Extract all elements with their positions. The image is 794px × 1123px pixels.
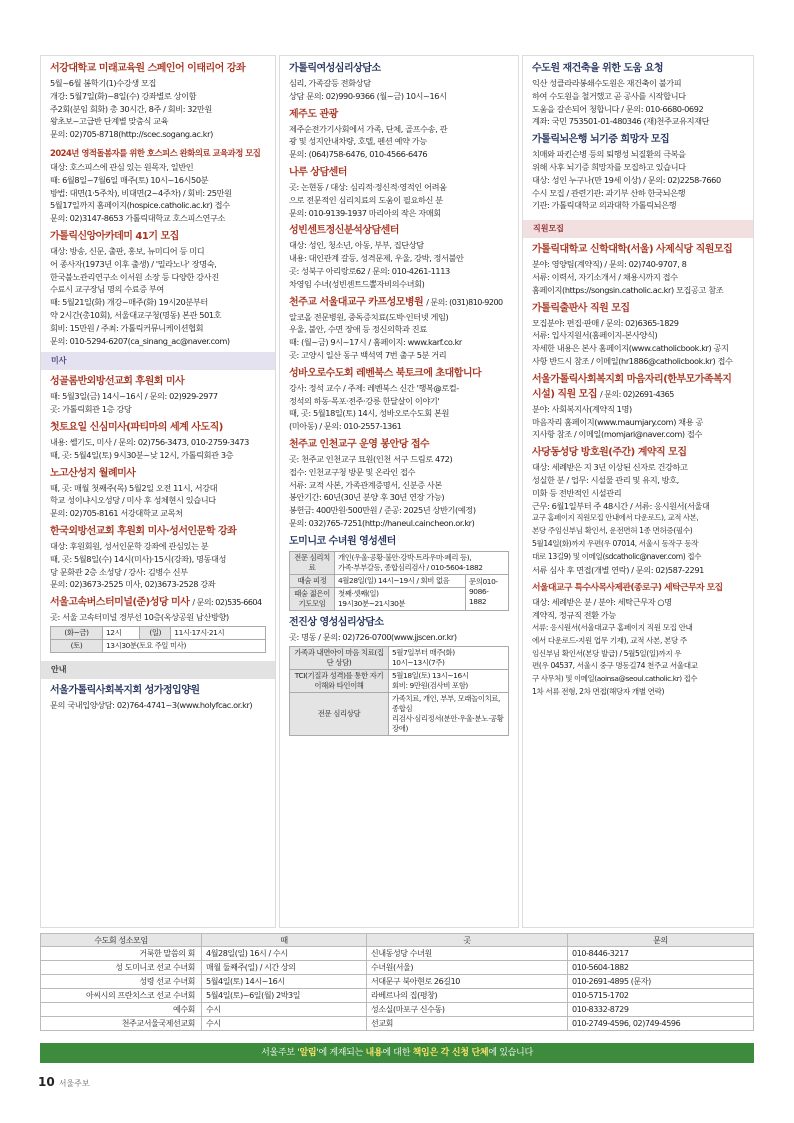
notice-body — [50, 245, 266, 347]
table-cell — [466, 574, 509, 610]
line: 문의 국내입양상담: 02)764-4741~3(www.holyfcac.or.kr) — [50, 699, 253, 710]
notice-dominican-center — [289, 535, 509, 611]
notice-title-2 — [532, 388, 744, 402]
line: 본당 주임신부님 확인서, 운전면허 1종 면허증(필수) — [532, 526, 693, 536]
title-main: 천주교 서울대교구 카프성모병원 — [289, 296, 424, 308]
line: 봉안기간: 60년(30년 분양 후 30년 연장 가능) — [289, 492, 445, 503]
table-cell: 5월4일(토)~6일(월) 2박3일 — [202, 989, 367, 1003]
notice-columban-mass — [50, 375, 266, 416]
notice-kms-mass — [50, 525, 266, 591]
notice-body — [50, 540, 266, 591]
line: 차영임 수녀(성빈센트드뽈자비의수녀회) — [289, 278, 425, 289]
line: 5월14일(화)까지 우편(우 07014, 서울시 동작구 동작 — [532, 538, 699, 548]
line: 서류 심사 후 면접(개별 연락) / 문의: 02)587-2291 — [532, 564, 704, 575]
line: 때, 곳: 5월8일(수) 14시(미사)·15시(강좌), 명동대성 — [50, 553, 227, 564]
line: 곳: 서울 고속터미널 경부선 10층(옥상공원 남산방향) — [50, 612, 229, 623]
notice-title: 한국외방선교회 후원회 미사·성서인문학 강좌 — [50, 525, 237, 537]
notice-body — [532, 258, 744, 296]
line: 익산 성클라라봉쇄수도원은 재건축이 불가피 — [532, 78, 682, 88]
notice-body — [289, 77, 509, 103]
line: 5월~6월 봄학기(1)수강생 모집 — [50, 78, 156, 88]
table-header-row — [41, 934, 754, 947]
table-cell: 신내동성당 수녀원 — [367, 947, 568, 961]
table-cell: 성 도미니코 선교 수녀회 — [41, 961, 202, 975]
notice-body — [532, 148, 744, 212]
table-cell: 때숨 젊은이 기도모임 — [290, 587, 335, 610]
notice-title: 가톨릭신앙아카데미 41기 모집 — [50, 230, 179, 242]
line: 미화 등 전반적인 시설관리 — [532, 487, 622, 498]
category-mass: 미사 — [41, 352, 275, 370]
table-cell: 010-5715-1702 — [568, 989, 754, 1003]
table-cell: 가족과 내면아이 마음 치료(집단 상담) — [290, 646, 389, 669]
table-row — [41, 1017, 754, 1031]
notice-title: 노고산성지 월례미사 — [50, 467, 136, 479]
cell-line: 회비: 9만원(검사비 포함) — [392, 680, 468, 690]
notice-hospice — [50, 146, 266, 225]
cell-line: 5월7일부터 매주(화) — [392, 647, 455, 657]
notice-title: 가톨릭여성심리상담소 — [289, 63, 381, 74]
line: 주2회(분임 회화) 총 30시간, 8주 / 회비: 32만원 — [50, 103, 212, 114]
cell-line: 9086-1882 — [469, 587, 489, 607]
notice-title: 제주도 관광 — [289, 108, 338, 120]
dominican-table — [289, 551, 509, 611]
line: 내용: 쎌기도, 미사 / 문의: 02)756-3473, 010-2759-3473 — [50, 436, 249, 447]
notice-karf-hospital — [289, 296, 509, 362]
line: 치매와 파킨슨병 등의 퇴행성 뇌질환의 극복을 — [532, 149, 686, 160]
line: 분야: 영양팀(계약직) / 문의: 02)740-9707, 8 — [532, 259, 687, 270]
page-footer — [38, 1075, 90, 1089]
line: 5월17일까지 홈페이지(hospice.catholic.ac.kr) 접수 — [50, 200, 230, 211]
line: 곳: 천주교 인천교구 묘원(인천 서구 드림로 472) — [289, 453, 453, 464]
table-cell — [335, 587, 466, 610]
line: 으로 전문적인 심리치료의 도움이 필요하신 분 — [289, 194, 443, 205]
line: 편(우 04537, 서울시 중구 명동길74 천주교 서울대교 — [532, 661, 698, 671]
notice-body — [50, 436, 266, 462]
table-row — [290, 669, 509, 692]
line: 회비: 15만원 / 주최: 가톨릭커뮤니케이션협회 — [50, 322, 204, 333]
table-cell: 예수회 — [41, 1003, 202, 1017]
notice-text: 에 있습니다 — [488, 1048, 533, 1058]
notice-womens-counseling — [289, 62, 509, 103]
line: 구 사무처) 및 이메일(aoinsa@seoul.catholic.kr) 접수 — [532, 674, 698, 684]
line: 때, 곳: 5월4일(토) 9시30분~낮 12시, 가톨릭회관 3층 — [50, 449, 234, 460]
notice-seminary-kitchen — [532, 243, 744, 296]
notice-body — [532, 461, 744, 576]
line: 때: (월~금) 9시~17시 / 홈페이지: www.karf.co.kr — [289, 337, 462, 348]
notice-title: 나루 상담센터 — [289, 166, 347, 178]
notice-title: 서강대학교 미래교육원 스페인어 이태리어 강좌 — [50, 63, 246, 74]
notice-vincent-center — [289, 224, 509, 290]
table-cell: (토) — [51, 639, 103, 652]
column-header: 곳 — [367, 934, 568, 947]
notice-monastery-rebuild — [532, 62, 744, 128]
line: 우울, 불안, 수면 장애 등 정신의학과 진료 — [289, 324, 427, 335]
category-recruit: 직원모집 — [523, 220, 753, 238]
notice-terminal-mass — [50, 596, 266, 653]
notice-body — [50, 390, 266, 416]
line: 문의: 02)3147-8653 가톨릭대학교 호스피스연구소 — [50, 213, 226, 224]
notice-sadang-guard — [532, 446, 744, 576]
notice-naru-center — [289, 166, 509, 219]
line: 문의: 010-5294-6207(ca_sinang_ac@naver.com) — [50, 335, 230, 346]
notice-body — [532, 596, 744, 698]
line: 광 및 성지안내차량, 호텔, 펜션 예약 가능 — [289, 136, 427, 147]
cell-line: 개인(우울·공황·불안·강박·트라우마·폐리 등), — [338, 552, 472, 562]
notice-body — [50, 77, 266, 141]
line: 문의: 032)765-7251(http://haneul.caincheon.or.kr) — [289, 517, 475, 528]
table-row — [290, 574, 509, 587]
notice-body — [289, 181, 509, 219]
column-left — [40, 55, 276, 928]
notice-jeju-tour — [289, 108, 509, 161]
notice-title: 가톨릭대학교 신학대학(서울) 사제식당 직원모집 — [532, 244, 733, 256]
table-cell: 선교회 — [367, 1017, 568, 1031]
line: 모집분야: 편집·판매 / 문의: 02)6365-1829 — [532, 317, 679, 328]
notice-title: 첫토요일 신심미사(파티마의 세계 사도직) — [50, 421, 223, 433]
cell-line: 문의010- — [469, 577, 498, 587]
line: 곳: 명동 / 문의: 02)726-0700(www.jjscen.or.kr) — [289, 631, 457, 642]
line: 대상: 성인, 청소년, 아동, 부부, 집단상담 — [289, 240, 424, 251]
title-extra: / 문의: (031)810-9200 — [426, 297, 503, 307]
notice-body — [289, 631, 509, 644]
notice-body — [50, 611, 266, 624]
notice-title: 2024년 영적돌봄자를 위한 호스피스 완화의료 교육과정 모집 — [50, 147, 261, 158]
page-number: 10 — [38, 1075, 55, 1089]
category-info: 안내 — [41, 661, 275, 679]
table-row — [290, 692, 509, 735]
table-cell: 라베르나의 집(평창) — [367, 989, 568, 1003]
line: 에서 다운로드-지원 업무 기재), 교적 사본, 본당 주 — [532, 635, 687, 645]
line: 왕초보~고급반 단계별 맞춤식 교육 — [50, 116, 169, 127]
notice-first-saturday — [50, 421, 266, 462]
publication-name: 서울주보 — [58, 1079, 90, 1088]
notice-keyword: 내용 — [365, 1048, 383, 1058]
line: 내용: 대인관계 갈등, 성격문제, 우울, 강박, 정서불안 — [289, 253, 464, 264]
notice-text: '에 게재되는 — [316, 1048, 366, 1058]
line: 곳: 성북구 아리랑로62 / 문의: 010-4261-1113 — [289, 265, 450, 276]
line: 당 문화관 2층 소성당 / 강사: 김병수 신부 — [50, 566, 188, 577]
line: 기관: 가톨릭대학교 의과대학 가톨릭뇌은행 — [532, 200, 677, 211]
line: 수시 모집 / 관련기관: 과기부 산하 한국뇌은행 — [532, 187, 686, 198]
table-cell: 11시·17시·21시 — [171, 626, 266, 639]
table-cell: 전문 심리치료 — [290, 551, 335, 574]
line: 근무: 6월1일부터 주 48시간 / 서류: 응시원서(서울대 — [532, 500, 710, 511]
cell-line: 리검사·심리정서(분안·우울·분노·공황장애) — [392, 713, 504, 733]
line: 서류: 응시원서(서울대교구 홈페이지 직원 모집 안내 — [532, 622, 693, 632]
notice-incheon-columbarium — [289, 438, 509, 530]
line: 홈페이지(https://songsin.catholic.ac.kr) 모집공고 참조 — [532, 284, 724, 295]
table-cell: 5월4일(토) 14시~16시 — [202, 975, 367, 989]
line: 문의: 02)705-8718(http://scec.sogang.ac.kr) — [50, 129, 213, 140]
table-cell: 4월28일(일) 16시 / 수시 — [202, 947, 367, 961]
line: 1차 서류 전형, 2차 면접(해당자 개별 연락) — [532, 686, 665, 696]
notice-title: 가톨릭뇌은행 뇌기증 희망자 모집 — [532, 134, 670, 146]
notice-title: 전진상 영성심리상담소 — [289, 616, 384, 628]
line: 마음자리 홈페이지(www.maumjary.com) 채용 공 — [532, 416, 703, 427]
line: 문의: 010-9139-1937 마리아의 작은 자매회 — [289, 207, 441, 218]
table-cell: 거룩한 말씀의 회 — [41, 947, 202, 961]
table-row — [51, 639, 266, 652]
table-cell — [389, 692, 509, 735]
line: 때, 곳: 매월 첫째주(목) 5월2일 오전 11시, 서강대 — [50, 482, 218, 493]
table-row — [290, 646, 509, 669]
line: 곳: 가톨릭회관 1층 강당 — [50, 404, 132, 415]
title-extra: / 문의: 02)535-6604 — [192, 598, 262, 608]
table-row — [41, 989, 754, 1003]
notice-title: 가톨릭출판사 직원 모집 — [532, 302, 630, 314]
notice-title: 서울대교구 특수사목사제관(종로구) 세탁근무자 모집 — [532, 583, 723, 594]
line: 때: 6월8일~7월6일 매주(토) 10시~16시50분 — [50, 174, 209, 185]
line: 학교 성이냐시오성당 / 미사 후 성체현시 있습니다 — [50, 495, 216, 506]
line: 계약직, 정규직 전환 가능 — [532, 610, 616, 621]
table-cell: 010-8446-3217 — [568, 947, 754, 961]
table-cell: 010-5604-1882 — [568, 961, 754, 975]
cell-line: 10시~13시(7주) — [392, 657, 445, 667]
line: 대상: 성인 누구나(만 19세 이상) / 문의: 02)2258-7660 — [532, 174, 721, 185]
line: 대상: 세례받은 분 / 분야: 세탁근무자 ○명 — [532, 597, 672, 608]
line: 서류: 입사지원서(홈페이지-본사양식) — [532, 330, 658, 341]
line: 한국불노관리연구소 이서원 소장 등 다양한 강사진 — [50, 271, 219, 282]
line: 때: 5월3일(금) 14시~16시 / 문의: 02)929-2977 — [50, 391, 218, 402]
line: 강사: 정석 교수 / 주제: 레벤북스 신간 '행복@로컬- — [289, 382, 459, 393]
table-row — [51, 626, 266, 639]
table-cell: 4월28일(일) 14시~19시 / 회비 없음 — [335, 574, 466, 587]
notice-title: 성골롬반외방선교회 후원회 미사 — [50, 376, 185, 388]
cell-line: 첫째·셋째(일) — [338, 588, 379, 598]
notice-laundry-worker — [532, 581, 744, 698]
line: 대상: 후원회원, 성서인문학 강좌에 관심있는 분 — [50, 540, 209, 551]
table-cell: 수시 — [202, 1003, 367, 1017]
table-row — [290, 551, 509, 574]
column-header: 문의 — [568, 934, 754, 947]
table-cell: 수녀원(서울) — [367, 961, 568, 975]
table-cell: 13시30분(토요 주일 미사) — [102, 639, 265, 652]
line: 대상: 방송, 신문, 출판, 홍보, 뉴미디어 등 미디 — [50, 245, 205, 256]
table-cell: 성소실(마포구 신수동) — [367, 1003, 568, 1017]
notice-title — [50, 596, 266, 610]
line: 접수: 인천교구청 방문 및 온라인 접수 — [289, 466, 416, 477]
notice-title: 서울가톨릭사회복지회 마음자리(한부모가족복지 — [532, 373, 732, 385]
title-main: 서울고속버스터미널(준)성당 미사 — [50, 597, 190, 609]
table-cell — [389, 646, 509, 669]
notice-booktalk — [289, 367, 509, 433]
table-cell: 010-8332-8729 — [568, 1003, 754, 1017]
notice-body — [532, 77, 744, 128]
notice-title: 사당동성당 방호원(주간) 계약직 모집 — [532, 447, 687, 459]
notice-sogang-language — [50, 62, 266, 141]
table-cell: 수시 — [202, 1017, 367, 1031]
line: 계좌: 국민 753501-01-480346 (재)천주교유지재단 — [532, 116, 710, 127]
line: 서류: 교적 사본, 가족관계증명서, 신분증 사본 — [289, 479, 442, 490]
table-cell: 010-2749-4596, 02)749-4596 — [568, 1017, 754, 1031]
mass-time-table — [50, 626, 266, 653]
notice-brain-bank — [532, 133, 744, 212]
column-middle — [279, 55, 519, 928]
line: 대상: 세례받은 지 3년 이상된 신자로 건강하고 — [532, 462, 688, 473]
table-cell: 아씨시의 프란치스코 선교 수녀회 — [41, 989, 202, 1003]
table-cell: 때숨 피정 — [290, 574, 335, 587]
notice-title: 성바오로수도회 레벤북스 북토크에 초대합니다 — [289, 367, 482, 379]
line: 상담 문의: 02)990-9366 (월~금) 10시~16시 — [289, 90, 447, 101]
cell-line: 19시30분~21시30분 — [338, 598, 406, 608]
line: 성실한 분 / 업무: 시설물 관리 및 유지, 방호, — [532, 474, 679, 485]
line: 사항 반드시 참조 / 이메일(hr1886@catholicbook.kr) 접수 — [532, 355, 733, 366]
title-main: 시설) 직원 모집 — [532, 388, 597, 400]
notice-title — [289, 296, 509, 310]
notice-body — [289, 382, 509, 433]
column-right — [522, 55, 754, 928]
table-cell — [389, 669, 509, 692]
line: 제주순전가기사회에서 가족, 단체, 골프수송, 관 — [289, 123, 448, 134]
notice-body — [289, 453, 509, 530]
notice-body — [289, 239, 509, 290]
line: 때, 곳: 5월18일(토) 14시, 성바오로수도회 본원 — [289, 408, 450, 419]
line: 대상: 호스피스에 관심 있는 원목자, 일반인 — [50, 161, 194, 172]
notice-body — [50, 699, 266, 712]
cell-line: 가족치료, 개인, 부부, 모래놀이치료, 종합심 — [392, 693, 500, 713]
line: 봉헌금: 400만원·500만원 / 준공: 2025년 상반기(예정) — [289, 505, 476, 516]
line: 분야: 사회복지사(계약직 1명) — [532, 403, 632, 414]
table-row — [41, 1003, 754, 1017]
line: 약 2시간(총10회), 서울대교구청(명동) 본관 501호 — [50, 309, 222, 320]
table-cell — [335, 551, 509, 574]
line: (미아동) / 문의: 010-2557-1361 — [289, 421, 402, 432]
line: 정석의 하동·목포·전주·강릉 한달살이 이야기' — [289, 395, 440, 406]
notice-text: 에 대한 — [382, 1048, 413, 1058]
table-cell: (일) — [140, 626, 171, 639]
notice-body — [289, 123, 509, 161]
line: 자세한 내용은 본사 홈페이지(www.catholicbook.kr) 공지 — [532, 343, 729, 354]
table-row — [41, 975, 754, 989]
table-cell: 천주교서울국제선교회 — [41, 1017, 202, 1031]
table-cell: 12시 — [102, 626, 139, 639]
notice-title: 도미니코 수녀원 영성센터 — [289, 535, 396, 547]
notice-title: 천주교 인천교구 운영 봉안당 접수 — [289, 438, 430, 450]
line: 도움을 갈손되어 청합니다 / 문의: 010-6680-0692 — [532, 103, 704, 114]
table-row — [41, 947, 754, 961]
line: 위해 사후 뇌기증 희망자를 모집하고 있습니다 — [532, 161, 686, 172]
notice-nogosan — [50, 467, 266, 520]
table-cell: 서대문구 북아현로 26길10 — [367, 975, 568, 989]
table-cell: 성령 선교 수녀회 — [41, 975, 202, 989]
notice-title: 수도원 재건축을 위한 도움 요청 — [532, 63, 664, 74]
table-row — [41, 961, 754, 975]
line: 어 종사자(1973년 이후 출생) / '밀라노나' 장명숙, — [50, 258, 217, 269]
line: 때: 5월21일(화) 개강~매주(화) 19시20분부터 — [50, 297, 208, 308]
notice-body — [532, 317, 744, 368]
line: 지사항 참조 / 이메일(momjari@naver.com) 접수 — [532, 429, 702, 440]
line: 대로 13길9) 및 이메일(sdcatholic@naver.com) 접수 — [532, 551, 702, 561]
notice-body — [50, 161, 266, 225]
vocation-schedule-table — [40, 933, 754, 1031]
notice-body — [289, 311, 509, 362]
table-cell: 010-2691-4895 (문자) — [568, 975, 754, 989]
line: 개강: 5월7일(화)~8일(수) 강좌별로 상이함 — [50, 90, 197, 101]
line: 하여 수도원을 철거했고 곧 공사를 시작합니다 — [532, 90, 686, 101]
notice-jeonjinsang — [289, 616, 509, 736]
cell-line: 5월18일(토) 13시~16시 — [392, 670, 469, 680]
notice-faith-academy — [50, 230, 266, 347]
disclaimer-bar — [40, 1043, 754, 1063]
notice-keyword: 책임은 각 신청 단체 — [412, 1048, 489, 1058]
column-header: 때 — [202, 934, 367, 947]
line: 문의: 02)705-8161 서강대학교 교목처 — [50, 508, 183, 519]
jeonjinsang-table — [289, 646, 509, 736]
notice-adoption — [50, 684, 266, 712]
line: 곳: 논현동 / 대상: 심리적·정신적·영적인 어려움 — [289, 181, 447, 192]
notice-maumjari — [532, 373, 744, 441]
table-cell: TCI(기질과 성격)를 통한 자기이해와 타인이해 — [290, 669, 389, 692]
notice-keyword: 알림 — [299, 1048, 317, 1058]
line: 서류: 이력서, 자기소개서 / 채용시까지 접수 — [532, 271, 678, 282]
line: 문의: (064)758-6476, 010-4566-6476 — [289, 149, 428, 160]
line: 교구 홈페이지 직원모집 안내에서 다운로드), 교적 사본, — [532, 513, 699, 523]
notice-text: 서울주보 ' — [261, 1048, 300, 1058]
notice-body — [532, 403, 744, 441]
line: 알코올 전문병원, 중독증치료(도박·인터넷 게임) — [289, 311, 449, 322]
line: 심리, 가족갈등 전화상담 — [289, 78, 371, 88]
table-cell: 매월 둘째주(일) / 시간 상의 — [202, 961, 367, 975]
line: 수료시 교구장님 명의 수료증 부여 — [50, 284, 164, 295]
notice-body — [50, 482, 266, 520]
column-header: 수도회 성소모임 — [41, 934, 202, 947]
line: 문의: 02)3673-2525 미사, 02)3673-2528 강좌 — [50, 579, 216, 590]
notice-catholic-book — [532, 302, 744, 368]
table-cell: (화~금) — [51, 626, 103, 639]
notice-title: 서울가톨릭사회복지회 성가정입양원 — [50, 684, 200, 696]
notice-title: 성빈센트정신분석상담센터 — [289, 225, 399, 237]
cell-line: 가족·부부갈등, 종합심리검사 / 010-5604-1882 — [338, 562, 483, 572]
line: 방법: 대면(1·5주차), 비대면(2~4주차) / 회비: 25만원 — [50, 187, 232, 198]
line: 곳: 고양시 일산 동구 백석역 7번 출구 5분 거리 — [289, 349, 447, 360]
table-cell: 전문 심리상담 — [290, 692, 389, 735]
title-extra: / 문의: 02)2691-4365 — [599, 389, 674, 399]
line: 임신부님 확인서(본당 발급) / 5월5일(일)까지 우 — [532, 648, 682, 658]
